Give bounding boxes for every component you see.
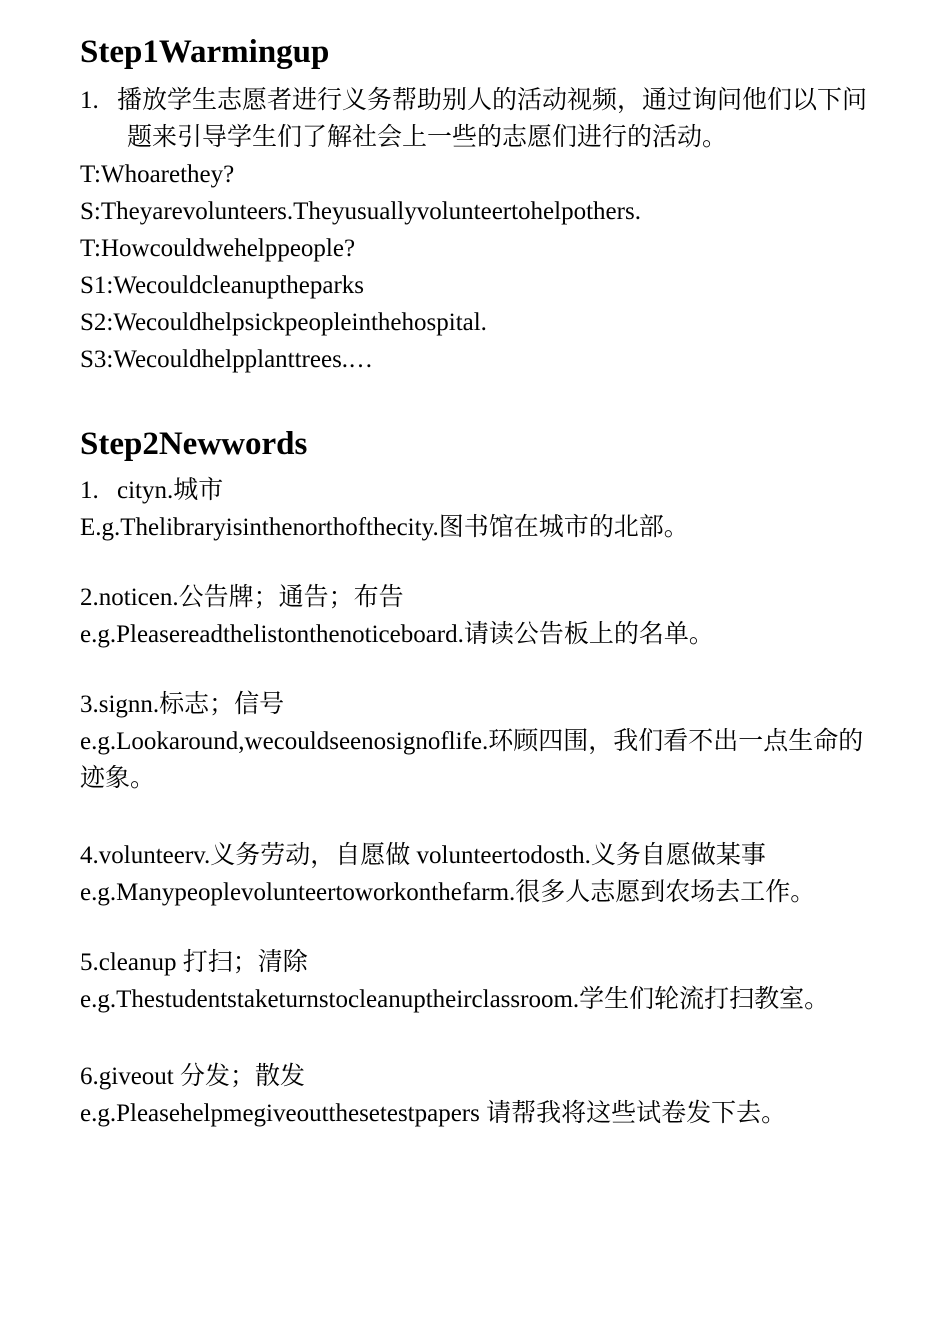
word-entry-text: cityn.城市 xyxy=(117,477,224,504)
word-number: 1. xyxy=(80,477,99,504)
dialogue-line: T:Whoarethey? xyxy=(80,161,235,188)
word-headword: 4.volunteerv.义务劳动，自愿做 volunteertodosth.义务自愿做某事 xyxy=(80,842,766,869)
word-headword: 3.signn.标志；信号 xyxy=(80,691,285,718)
word-headword: 5.cleanup 打扫；清除 xyxy=(80,949,308,976)
step2-heading: Step2Newwords xyxy=(80,426,308,462)
word-entry xyxy=(80,944,890,1018)
document-page xyxy=(80,28,890,1132)
step1-item-text: 播放学生志愿者进行义务帮助别人的活动视频，通过询问他们以下问题来引导学生们了解社会上一些的志愿们进行的活动。 xyxy=(117,87,868,151)
word-example: e.g.Thestudentstaketurnstocleanuptheirclassroom.学生们轮流打扫教室。 xyxy=(80,986,830,1013)
word-headword xyxy=(80,472,890,509)
word-headword: 2.noticen.公告牌；通告；布告 xyxy=(80,584,404,611)
word-entry xyxy=(80,1058,890,1132)
dialogue-line: S2:Wecouldhelpsickpeopleinthehospital. xyxy=(80,309,487,336)
word-example: e.g.Pleasereadthelistonthenoticeboard.请读公告板上的名单。 xyxy=(80,621,714,648)
word-example: E.g.Thelibraryisinthenorthofthecity.图书馆在城市的北部。 xyxy=(80,514,689,541)
word-example: e.g.Manypeoplevolunteertoworkonthefarm.很多人志愿到农场去工作。 xyxy=(80,879,816,906)
step1-item-number: 1. xyxy=(80,87,99,114)
word-example: e.g.Pleasehelpmegiveoutthesetestpapers 请帮我将这些试卷发下去。 xyxy=(80,1100,787,1127)
word-entry xyxy=(80,472,890,546)
word-entry xyxy=(80,837,890,911)
step1-instruction xyxy=(80,82,890,156)
dialogue-line: T:Howcouldwehelppeople? xyxy=(80,235,356,262)
word-entry xyxy=(80,686,890,797)
word-headword: 6.giveout 分发；散发 xyxy=(80,1063,305,1090)
dialogue-line: S1:Wecouldcleanuptheparks xyxy=(80,272,365,299)
word-entry xyxy=(80,579,890,653)
word-example: e.g.Lookaround,wecouldseenosignoflife.环顾四围，我们看不出一点生命的迹象。 xyxy=(80,728,864,792)
dialogue-line: S:Theyarevolunteers.Theyusuallyvolunteertohelpothers. xyxy=(80,198,641,225)
step1-heading: Step1Warmingup xyxy=(80,34,330,70)
dialogue-line: S3:Wecouldhelpplanttrees.… xyxy=(80,346,374,373)
